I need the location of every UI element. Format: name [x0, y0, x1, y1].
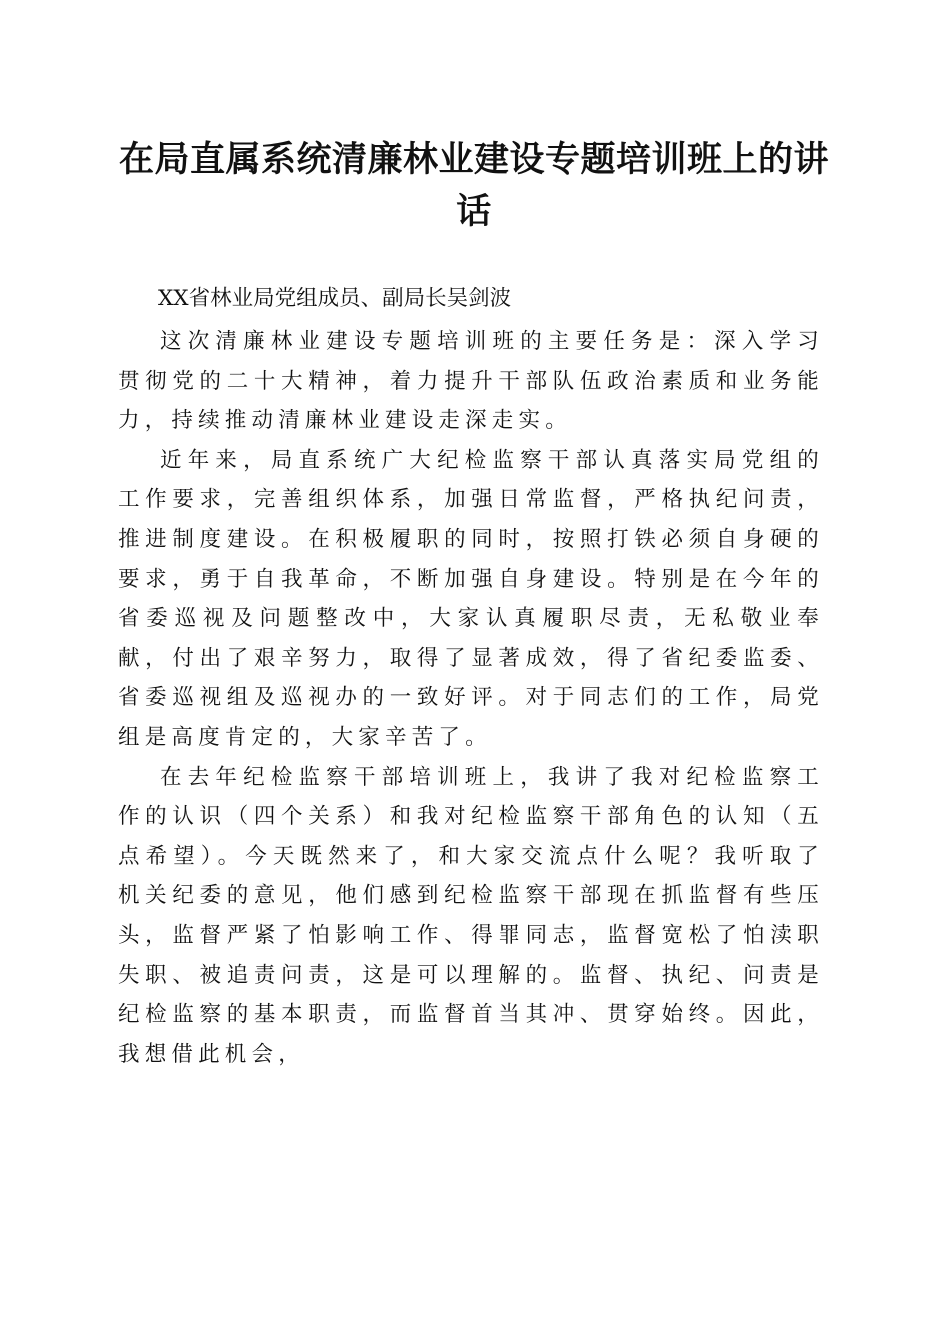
speech-body	[118, 322, 824, 1074]
paragraph-1: 这次清廉林业建设专题培训班的主要任务是：深入学习贯彻党的二十大精神，着力提升干部队伍政治素质和业务能力，持续推动清廉林业建设走深走实。	[118, 329, 824, 434]
paragraph-3: 在去年纪检监察干部培训班上，我讲了我对纪检监察工作的认识（四个关系）和我对纪检监察干部角色的认知（五点希望）。今天既然来了，和大家交流点什么呢？我听取了机关纪委的意见，他们感到纪检监察干部现在抓监督有些压头，监督严紧了怕影响工作、得罪同志，监督宽松了怕渎职失职、被追责问责，这是可以理解的。监督、执纪、问责是纪检监察的基本职责，而监督首当其冲、贯穿始终。因此，我想借此机会，	[118, 764, 824, 1067]
paragraph-2: 近年来，局直系统广大纪检监察干部认真落实局党组的工作要求，完善组织体系，加强日常监督，严格执纪问责，推进制度建设。在积极履职的同时，按照打铁必须自身硬的要求，勇于自我革命，不断加强自身建设。特别是在今年的省委巡视及问题整改中，大家认真履职尽责，无私敬业奉献，付出了艰辛努力，取得了显著成效，得了省纪委监委、省委巡视组及巡视办的一致好评。对于同志们的工作，局党组是高度肯定的，大家辛苦了。	[118, 447, 824, 750]
page-title: 在局直属系统清廉林业建设专题培训班上的讲话	[118, 139, 829, 232]
speaker-byline: XX省林业局党组成员、副局长吴剑波	[158, 286, 512, 311]
